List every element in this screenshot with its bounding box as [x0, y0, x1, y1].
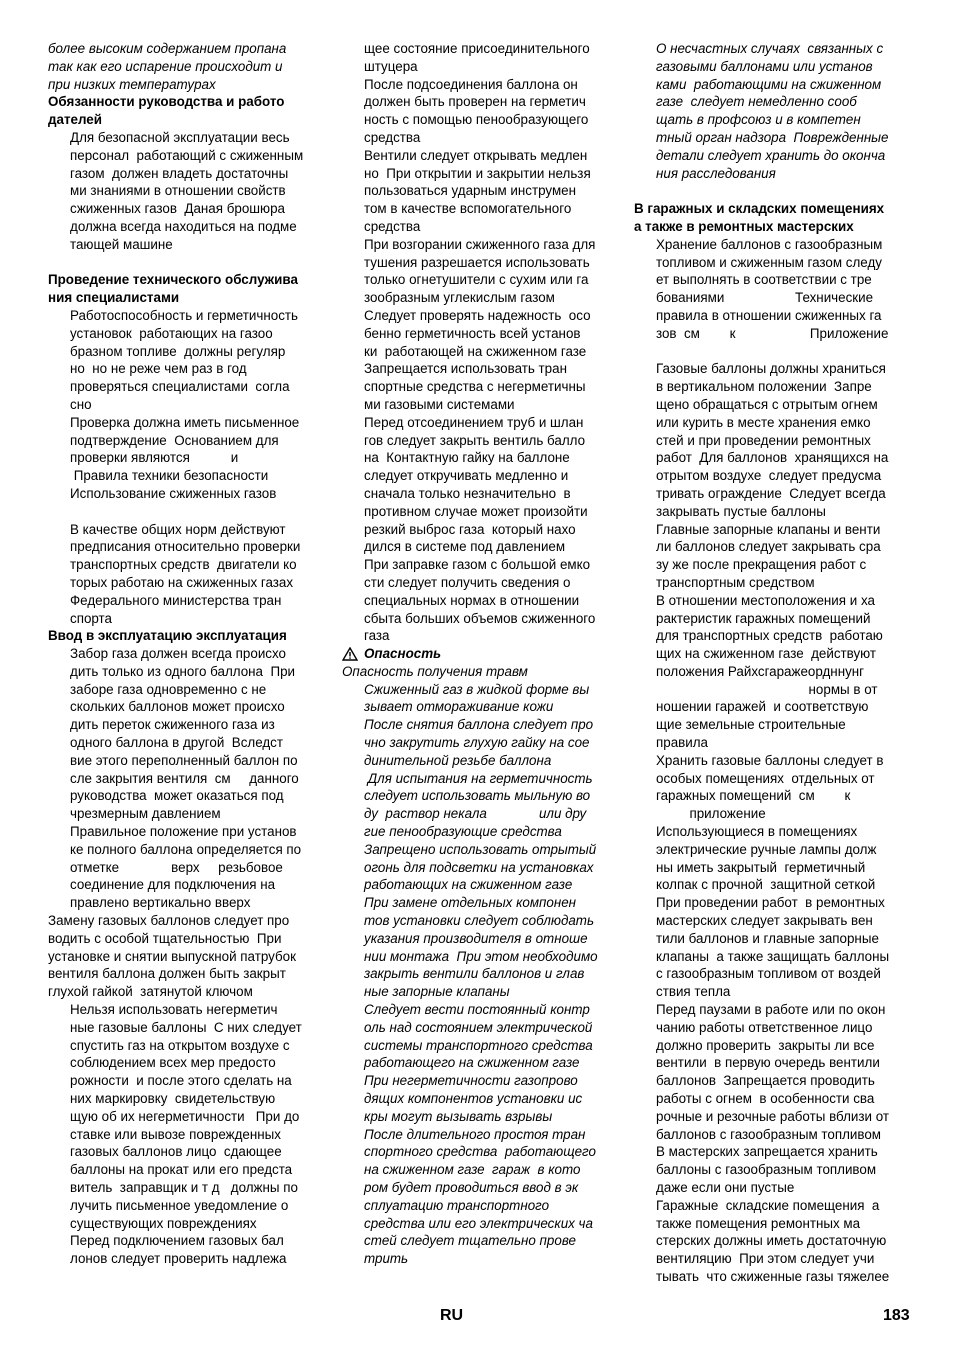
text-line: Вентили следует открывать медлен	[364, 147, 588, 163]
text-line: оль над состоянием электрической	[364, 1019, 593, 1035]
warning-triangle-icon	[342, 647, 358, 661]
text-line: вентили в первую очередь вентили	[656, 1055, 880, 1071]
text-line: зу же после прекращения работ с	[656, 557, 867, 573]
text-line: руководства может оказаться под	[70, 788, 284, 804]
text-line: работ Для баллонов хранящихся на	[656, 450, 889, 466]
section-heading: В гаражных и складских помещениях	[634, 201, 885, 217]
text-line: спорта	[70, 610, 112, 626]
text-line: сначала только незначительно в	[364, 485, 571, 501]
text-line: В качестве общих норм действуют	[70, 521, 286, 537]
text-line: щую об их негерметичности При до	[70, 1108, 300, 1124]
text-line: Запрещается использовать тран	[364, 361, 567, 377]
text-line: Перед отсоединением труб и шлан	[364, 414, 584, 430]
text-line: В отношении местоположения и ха	[656, 592, 875, 608]
text-line: Нельзя использовать негерметич	[70, 1002, 278, 1018]
text-line: одного баллона в другой Вследст	[70, 735, 283, 751]
text-line: в вертикальном положении Запре	[656, 379, 872, 395]
text-line: лучить письменное уведомление о	[70, 1197, 289, 1213]
text-line: трить	[364, 1251, 409, 1267]
text-line: Правила техники безопасности	[70, 468, 269, 484]
text-line: ны иметь закрытый герметичный	[656, 859, 866, 875]
text-line: системы транспортного средства	[364, 1037, 593, 1053]
text-line: топливом и сжиженным газом следу	[656, 254, 882, 270]
text-line: Федерального министерства тран	[70, 592, 282, 608]
text-line: дить только из одного баллона При	[70, 663, 295, 679]
text-line: тривать ограждение Следует всегда	[656, 485, 886, 501]
text-line: должно проверить закрыты ли все	[656, 1037, 875, 1053]
text-line: тили баллонов и главные запорные	[656, 930, 879, 946]
text-line: сжиженных газов Даная брошюра	[70, 201, 285, 217]
text-line: витель заправщик и т д должны по	[70, 1180, 298, 1195]
text-line: закрыть вентили баллонов и глав	[364, 966, 585, 982]
text-line: указания производителя в отноше	[364, 930, 588, 946]
text-line: сле закрытия вентиля см данного	[70, 770, 299, 786]
text-line: ствия тепла	[656, 984, 731, 1000]
text-line: газа	[364, 628, 390, 644]
text-line: них маркировку свидетельствую	[70, 1091, 276, 1107]
text-line: должен быть проверен на герметич	[364, 94, 586, 110]
text-line: При негерметичности газопрово	[364, 1073, 578, 1089]
text-line: Главные запорные клапаны и венти	[656, 521, 881, 537]
text-line: ки работающей на сжиженном газе	[364, 343, 587, 359]
text-line: стей следует тщательно прове	[364, 1233, 576, 1249]
text-line: предписания относительно проверки	[70, 539, 301, 555]
text-line: вентиля баллона должен быть закрыт	[48, 966, 286, 982]
text-line: Использующиеся в помещениях	[656, 824, 858, 840]
text-line: При заправке газом с большой емко	[364, 557, 591, 573]
text-line: проверки являются и	[70, 450, 239, 466]
text-line: ду раствор некала или дру	[364, 806, 587, 822]
text-column-2	[342, 40, 612, 1268]
text-line: тушения разрешается использовать	[364, 254, 590, 270]
text-line: баллоны на прокат или его предста	[70, 1162, 293, 1178]
text-line: скольких баллонов может происхо	[70, 699, 285, 715]
text-line: установке и снятии выпускной патрубок	[48, 948, 296, 964]
section-heading: Обязанности руководства и работо	[48, 94, 285, 110]
text-line: вентиляцию При этом следует учи	[656, 1251, 875, 1267]
text-line: ные газовые баллоны С них следует	[70, 1019, 302, 1035]
text-line: спустить газ на открытом воздухе с	[70, 1037, 290, 1053]
text-line: на сжиженном газе гараж в кото	[364, 1162, 581, 1178]
text-line: ные запорные клапаны	[364, 984, 510, 1000]
text-line: средства	[364, 218, 421, 234]
text-line: рактеристик гаражных помещений	[656, 610, 871, 626]
text-line: бразном топливе должны регуляр	[70, 343, 286, 359]
text-line: правила в отношении сжиженных га	[656, 307, 882, 323]
text-line: ношении гаражей и соответствую	[656, 699, 869, 715]
text-line: водить с особой тщательностью При	[48, 930, 282, 946]
text-line: дящих компонентов установки ис	[364, 1091, 583, 1107]
text-line: Правильное положение при установ	[70, 824, 297, 840]
text-line	[634, 343, 908, 361]
text-line	[48, 503, 320, 521]
text-line	[634, 182, 908, 200]
text-line: щено обращаться с отрытым огнем	[656, 396, 878, 412]
text-line: бованиями Технические	[656, 290, 874, 306]
text-line: закрывать пустые баллоны	[656, 503, 826, 519]
text-line: лонов следует проверить надлежа	[70, 1251, 287, 1267]
text-line: следует откручивать медленно и	[364, 468, 569, 484]
text-line: ставке или вывозе поврежденных	[70, 1126, 281, 1142]
text-line: Для безопасной эксплуатации весь	[70, 129, 290, 145]
text-line: работающих на сжиженном газе	[364, 877, 573, 893]
text-line: динительной резьбе баллона	[364, 752, 552, 768]
text-line: с газообразным топливом от воздей	[656, 966, 881, 982]
text-line: сно	[70, 396, 92, 412]
section-heading: Ввод в эксплуатацию эксплуатация	[48, 628, 287, 644]
text-line: ми знаниями в отношении свойств	[70, 183, 286, 199]
text-line: транспортных средств двигатели ко	[70, 557, 297, 573]
page-number: 183	[883, 1307, 910, 1324]
text-line: ет выполнять в соответствии с тре	[656, 272, 872, 288]
text-line: газовыми баллонами или установ	[656, 58, 873, 74]
section-heading: дателей	[48, 112, 102, 128]
text-line: для транспортных средств работаю	[656, 628, 883, 644]
text-line: зообразным углекислым газом	[364, 290, 555, 306]
text-line: Замену газовых баллонов следует про	[48, 913, 290, 929]
text-line: Забор газа должен всегда происхо	[70, 646, 286, 662]
text-line: нии монтажа При этом необходимо	[364, 948, 598, 964]
text-line: При возгорании сжиженного газа для	[364, 236, 596, 252]
text-line: ность с помощью пенообразующего	[364, 112, 589, 128]
text-line: только огнетушители с сухим или га	[364, 272, 589, 288]
text-line: Запрещено использовать отрытый	[364, 841, 597, 857]
text-line: глухой гайкой затянутой ключом	[48, 984, 253, 1000]
text-line: Использование сжиженных газов	[70, 485, 277, 501]
text-line: Перед паузами в работе или по окон	[656, 1002, 886, 1018]
text-line: Газовые баллоны должны храниться	[656, 361, 886, 377]
text-line: После подсоединения баллона он	[364, 76, 578, 92]
text-line: бенно герметичность всей установ	[364, 325, 581, 341]
text-line: Опасность получения травм	[342, 663, 528, 679]
text-line: средства	[364, 129, 421, 145]
text-line: работы с огнем в особенности сва	[656, 1091, 875, 1107]
section-heading: а также в ремонтных мастерских	[634, 218, 854, 234]
text-line: щее состояние присоединительного	[364, 41, 590, 56]
text-line: при низких температурах	[48, 76, 216, 92]
text-line: зывает отмораживание кожи	[364, 699, 554, 715]
text-line: также помещения ремонтных ма	[656, 1215, 861, 1231]
text-line: баллонов с газообразным топливом	[656, 1126, 881, 1142]
text-line: Работоспособность и герметичность	[70, 307, 299, 323]
text-line: зов см к Приложение	[656, 325, 889, 341]
text-line: После снятия баллона следует про	[364, 717, 594, 733]
text-line: особых помещениях отдельных от	[656, 770, 875, 786]
text-line: правлено вертикально вверх	[70, 895, 251, 911]
text-line: положения Райхсгаражеордннунг	[656, 663, 865, 679]
text-line: чно закрутить глухую гайку на сое	[364, 735, 590, 751]
text-line: детали следует хранить до оконча	[656, 147, 886, 163]
text-line: сти следует получить сведения о	[364, 574, 571, 590]
text-line: правила	[656, 735, 708, 751]
text-line: ми газовыми системами	[364, 396, 515, 412]
text-line: О несчастных случаях связанных с	[656, 41, 884, 56]
text-line: Хранение баллонов с газообразным	[656, 236, 883, 252]
text-line: Перед подключением газовых бал	[70, 1233, 284, 1249]
text-line: Гаражные складские помещения а	[656, 1197, 880, 1213]
text-line: на Контактную гайку на баллоне	[364, 450, 570, 466]
text-line: После длительного простоя тран	[364, 1126, 586, 1142]
text-line: тов установки следует соблюдать	[364, 913, 595, 929]
text-line: том в качестве вспомогательного	[364, 201, 572, 217]
text-line: гов следует закрыть вентиль балло	[364, 432, 586, 448]
text-line: кры могут вызывать взрывы	[364, 1108, 553, 1124]
text-line: колпак с прочной защитной сеткой	[656, 877, 876, 893]
warning-heading	[342, 645, 612, 663]
text-line: тывать что сжиженные газы тяжелее	[656, 1268, 890, 1284]
text-line: мастерских следует закрывать вен	[656, 913, 873, 929]
text-line: установок работающих на газоо	[70, 325, 273, 341]
text-line: рочные и резочные работы вблизи от	[656, 1108, 890, 1124]
warning-heading-text: Опасность	[364, 646, 442, 662]
text-line: спортного средства работающего	[364, 1144, 596, 1160]
text-line: тный орган надзора Поврежденные	[656, 129, 889, 145]
text-line: проверяться специалистами согла	[70, 379, 290, 395]
text-line: вие этого переполненный баллон по	[70, 752, 298, 768]
text-line: приложение	[656, 806, 766, 822]
text-line: существующих повреждениях	[70, 1215, 257, 1231]
section-heading: ния специалистами	[48, 290, 180, 306]
text-line: баллоны с газообразным топливом	[656, 1162, 877, 1178]
text-line: электрические ручные лампы долж	[656, 841, 877, 857]
text-line: ке полного баллона определяется по	[70, 841, 302, 857]
text-line: отрытом воздухе следует предусма	[656, 468, 882, 484]
text-line: газе следует немедленно сооб	[656, 94, 857, 110]
text-line: огонь для подсветки на установках	[364, 859, 594, 875]
text-line: ли баллонов следует закрывать сра	[656, 539, 881, 555]
text-line: Сжиженный газ в жидкой форме вы	[364, 681, 590, 697]
text-line: щих на сжиженном газе действуют	[656, 646, 877, 662]
text-line: газом должен владеть достаточны	[70, 165, 289, 181]
text-line: чанию работы ответственное лицо	[656, 1019, 873, 1035]
text-line: щать в профсоюз и в компетен	[656, 112, 861, 128]
text-line: гие пенообразующие средства	[364, 824, 562, 840]
text-line: но но не реже чем раз в год	[70, 361, 247, 377]
text-line: газовых баллонов лицо сдающее	[70, 1144, 282, 1160]
text-line: торых работаю на сжиженных газах	[70, 574, 294, 590]
text-line: стерских должны иметь достаточную	[656, 1233, 887, 1249]
text-line: специальных нормах в отношении	[364, 592, 580, 608]
text-line: щие земельные строительные	[656, 717, 846, 733]
text-line: соединение для подключения на	[70, 877, 276, 893]
text-line: более высоким содержанием пропана	[48, 41, 287, 56]
text-line: сплуатацию транспортного	[364, 1197, 550, 1213]
text-line: дить переток сжиженного газа из	[70, 717, 275, 733]
text-line: Хранить газовые баллоны следует в	[656, 752, 884, 768]
text-column-1	[48, 40, 320, 1268]
text-line: При проведении работ в ремонтных	[656, 895, 885, 911]
text-line: ром будет проводиться ввод в эк	[364, 1180, 579, 1195]
text-line: ками работающими на сжиженном	[656, 76, 882, 92]
text-line: сбыта больших объемов сжиженного	[364, 610, 596, 626]
text-line: ния расследования	[656, 165, 776, 181]
text-line: баллонов Запрещается проводить	[656, 1073, 875, 1089]
footer-language: RU	[440, 1307, 464, 1324]
text-line: дился в системе под давлением	[364, 539, 566, 555]
text-line: заборе газа одновременно с не	[70, 681, 267, 697]
text-line: рожности и после этого сделать на	[70, 1073, 292, 1089]
text-line: соблюдением всех мер предосто	[70, 1055, 276, 1071]
text-line: или курить в месте хранения емко	[656, 414, 871, 430]
text-line: спортные средства с негерметичны	[364, 379, 586, 395]
text-line: чрезмерным давлением	[70, 806, 221, 822]
text-line: Проверка должна иметь письменное	[70, 414, 300, 430]
text-line: Для испытания на герметичность	[364, 770, 593, 786]
text-line: но При открытии и закрытии нельзя	[364, 165, 591, 181]
text-line: резкий выброс газа который нахо	[364, 521, 576, 537]
text-line: клапаны а также защищать баллоны	[656, 948, 890, 964]
text-line: пользоваться ударным инструмен	[364, 183, 577, 199]
text-line: так как его испарение происходит и	[48, 58, 283, 74]
text-line: При замене отдельных компонен	[364, 895, 577, 911]
text-line: работающего на сжиженном газе	[364, 1055, 580, 1071]
text-line: отметке верх резьбовое	[70, 859, 283, 875]
text-line: транспортным средством	[656, 574, 815, 590]
section-heading: Проведение технического обслужива	[48, 272, 298, 288]
text-line: нормы в от	[656, 681, 878, 697]
text-line: стей и при проведении ремонтных	[656, 432, 871, 448]
text-line: даже если они пустые	[656, 1180, 795, 1195]
text-line	[48, 254, 320, 272]
text-line: должна всегда находиться на подме	[70, 218, 297, 234]
text-line: штуцера	[364, 58, 418, 74]
text-line: персонал работающий с сжиженным	[70, 147, 304, 163]
text-line: Следует вести постоянный контр	[364, 1002, 590, 1018]
text-line: гаражных помещений см к	[656, 788, 851, 804]
text-line: В мастерских запрещается хранить	[656, 1144, 878, 1160]
text-line: подтверждение Основанием для	[70, 432, 279, 448]
text-line: средства или его электрических ча	[364, 1215, 593, 1231]
text-line: следует использовать мыльную во	[364, 788, 591, 804]
text-line: тающей машине	[70, 236, 173, 252]
text-line: Следует проверять надежность осо	[364, 307, 591, 323]
text-column-3	[634, 40, 908, 1286]
text-line: противном случае может произойти	[364, 503, 588, 519]
